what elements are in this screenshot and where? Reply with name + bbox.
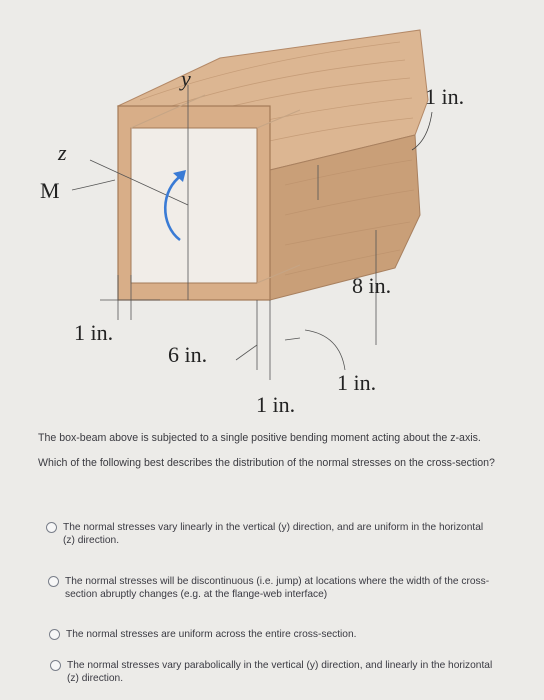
option-3-text: The normal stresses are uniform across the entire cross-section.	[66, 629, 357, 640]
dim-height: 8 in.	[352, 273, 392, 298]
dim-right-thickness: 1 in.	[337, 370, 377, 395]
radio-button-icon[interactable]	[49, 629, 60, 640]
z-axis-label: z	[58, 140, 67, 165]
option-2[interactable]	[48, 576, 498, 601]
option-2-text: The normal stresses will be discontinuous (i.e. jump) at locations where the width of the cross-section abruptly changes (e.g. at the flange-web interface)	[65, 576, 490, 600]
dim-width: 6 in.	[168, 342, 208, 367]
radio-button-icon[interactable]	[50, 660, 61, 671]
question-intro: The box-beam above is subjected to a single positive bending moment acting about the z-axis.	[38, 432, 481, 444]
option-4-text: The normal stresses vary parabolically in the vertical (y) direction, and linearly in the horizontal (z) direction.	[67, 660, 493, 684]
dim-top-thickness: 1 in.	[425, 84, 465, 109]
radio-button-icon[interactable]	[46, 522, 57, 533]
y-axis-label: y	[181, 66, 191, 91]
cross-section-hollow	[131, 128, 257, 283]
question-prompt: Which of the following best describes the distribution of the normal stresses on the cross-section?	[38, 457, 495, 469]
moment-label: M	[40, 178, 60, 203]
option-1[interactable]	[46, 522, 491, 547]
dim-bottom-thickness: 1 in.	[256, 392, 296, 417]
question-text	[38, 432, 508, 470]
radio-button-icon[interactable]	[48, 576, 59, 587]
dim-left-thickness: 1 in.	[74, 320, 114, 345]
option-3[interactable]	[49, 629, 489, 642]
option-1-text: The normal stresses vary linearly in the vertical (y) direction, and are uniform in the horizontal (z) direction.	[63, 522, 484, 546]
option-4[interactable]	[50, 660, 495, 685]
